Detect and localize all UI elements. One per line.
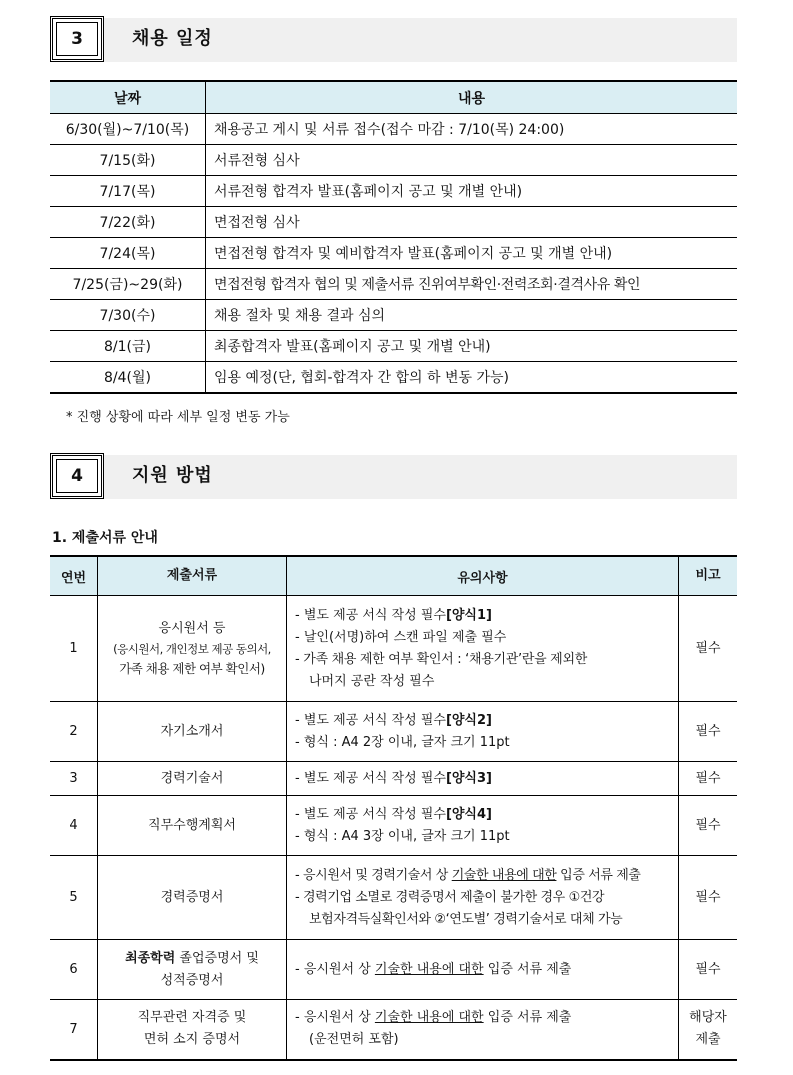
note-text: - 응시원서 상 [295,961,375,977]
schedule-date: 7/24(목) [50,238,206,269]
doc-subtitle: 가족 채용 제한 여부 확인서) [119,660,265,676]
note-line: - 경력기업 소멸로 경력증명서 제출이 불가한 경우 ①건강 [295,889,605,905]
table-row [50,796,737,856]
schedule-date: 6/30(월)~7/10(목) [50,114,206,145]
schedule-content: 최종합격자 발표(홈페이지 공고 및 개별 안내) [206,331,738,362]
row-number: 1 [50,596,98,702]
table-row [50,856,737,940]
doc-name: 경력기술서 [98,762,287,796]
table-row [50,362,737,394]
form-label: [양식1] [445,607,492,623]
doc-title: 졸업증명서 및 [175,950,259,966]
underlined-text: 기술한 내용에 대한 [374,961,484,977]
header-no: 연번 [50,556,98,596]
doc-notes [287,856,679,940]
doc-title-line: 직무관련 자격증 및 [137,1010,247,1026]
row-number: 4 [50,796,98,856]
schedule-content: 채용 절차 및 채용 결과 심의 [206,300,738,331]
note-line [295,605,670,627]
note-text: 입증 서류 제출 [483,961,572,977]
form-label: [양식4] [445,806,492,822]
table-header-row [50,81,737,114]
schedule-content: 서류전형 심사 [206,145,738,176]
doc-notes [287,596,679,702]
remark-line: 해당자 [689,1010,727,1026]
schedule-content: 임용 예정(단, 협회-합격자 간 합의 하 변동 가능) [206,362,738,394]
table-row [50,762,737,796]
doc-name: 직무수행계획서 [98,796,287,856]
table-row [50,940,737,1000]
note-text: 입증 서류 제출 [483,1010,572,1026]
section-title: 지원 방법 [132,465,213,486]
section-title: 채용 일정 [132,28,213,49]
doc-subtitle: (응시원서, 개인정보 제공 동의서, [113,641,271,656]
form-label: [양식2] [445,712,492,728]
doc-remark: 필수 [679,762,738,796]
schedule-content: 면접전형 합격자 및 예비합격자 발표(홈페이지 공고 및 개별 안내) [206,238,738,269]
row-number: 5 [50,856,98,940]
table-row [50,114,737,145]
doc-remark: 필수 [679,856,738,940]
doc-name [98,940,287,1000]
schedule-table [50,80,737,394]
section-number: 4 [50,453,104,499]
doc-remark: 필수 [679,596,738,702]
doc-title: 응시원서 등 [158,620,226,636]
row-number: 7 [50,1000,98,1060]
doc-remark [679,1000,738,1060]
doc-notes [287,762,679,796]
section-number: 3 [50,16,104,62]
section-4-header [50,453,737,503]
underlined-text: 기술한 내용에 대한 [374,1010,484,1026]
schedule-date: 7/17(목) [50,176,206,207]
remark-line: 제출 [695,1032,721,1048]
schedule-content: 서류전형 합격자 발표(홈페이지 공고 및 개별 안내) [206,176,738,207]
note-text: - 별도 제공 서식 작성 필수 [295,770,446,786]
table-row [50,300,737,331]
note-line [295,804,670,826]
table-row [50,207,737,238]
doc-remark: 필수 [679,702,738,762]
schedule-date: 7/15(화) [50,145,206,176]
note-line [295,865,670,887]
note-line: 보험자격득실확인서와 ②‘연도별’ 경력기술서로 대체 가능 [309,911,623,927]
note-line: (운전면허 포함) [309,1032,399,1048]
table-row [50,269,737,300]
doc-title-line: 성적증명서 [160,972,224,988]
note-text: - 별도 제공 서식 작성 필수 [295,806,446,822]
row-number: 2 [50,702,98,762]
doc-notes [287,940,679,1000]
table-row [50,238,737,269]
doc-title-bold: 최종학력 [125,950,176,966]
section-3-header [50,16,737,66]
note-line: 나머지 공란 작성 필수 [309,673,435,689]
note-line: - 형식 : A4 2장 이내, 글자 크기 11pt [295,734,510,750]
note-line [295,710,670,732]
doc-remark: 필수 [679,796,738,856]
schedule-note: * 진행 상황에 따라 세부 일정 변동 가능 [66,410,290,425]
doc-name [98,596,287,702]
table-row [50,596,737,702]
doc-remark: 필수 [679,940,738,1000]
header-notes: 유의사항 [287,556,679,596]
table-row [50,145,737,176]
note-line: - 형식 : A4 3장 이내, 글자 크기 11pt [295,828,510,844]
table-row [50,331,737,362]
underlined-text: 기술한 내용에 대한 [451,867,557,883]
schedule-date: 7/25(금)~29(화) [50,269,206,300]
note-line [295,959,670,981]
doc-name [98,1000,287,1060]
doc-title-line: 면허 소지 증명서 [143,1032,241,1048]
table-row [50,176,737,207]
table-row [50,702,737,762]
note-text: - 응시원서 및 경력기술서 상 [295,867,452,883]
subsection-title: 1. 제출서류 안내 [52,530,158,546]
note-line [295,768,670,790]
note-text: 입증 서류 제출 [556,867,641,883]
schedule-content: 채용공고 게시 및 서류 접수(접수 마감 : 7/10(목) 24:00) [206,114,738,145]
schedule-date: 8/1(금) [50,331,206,362]
note-text: - 별도 제공 서식 작성 필수 [295,607,446,623]
schedule-date: 7/22(화) [50,207,206,238]
note-line: - 가족 채용 제한 여부 확인서 : ‘채용기관’란을 제외한 [295,651,587,667]
note-line: - 날인(서명)하여 스캔 파일 제출 필수 [295,629,507,645]
note-text: - 별도 제공 서식 작성 필수 [295,712,446,728]
header-content: 내용 [206,81,738,114]
header-remark: 비고 [679,556,738,596]
header-date: 날짜 [50,81,206,114]
doc-notes [287,796,679,856]
note-line [295,1007,670,1029]
header-doc: 제출서류 [98,556,287,596]
form-label: [양식3] [445,770,492,786]
documents-table [50,555,737,1061]
note-text: - 응시원서 상 [295,1010,375,1026]
row-number: 6 [50,940,98,1000]
schedule-content: 면접전형 합격자 협의 및 제출서류 진위여부확인·전력조회·결격사유 확인 [206,269,738,300]
schedule-date: 8/4(월) [50,362,206,394]
row-number: 3 [50,762,98,796]
doc-name: 자기소개서 [98,702,287,762]
doc-title-line [98,948,286,970]
doc-name: 경력증명서 [98,856,287,940]
doc-notes [287,1000,679,1060]
table-row [50,1000,737,1060]
schedule-date: 7/30(수) [50,300,206,331]
table-header-row [50,556,737,596]
schedule-content: 면접전형 심사 [206,207,738,238]
doc-notes [287,702,679,762]
